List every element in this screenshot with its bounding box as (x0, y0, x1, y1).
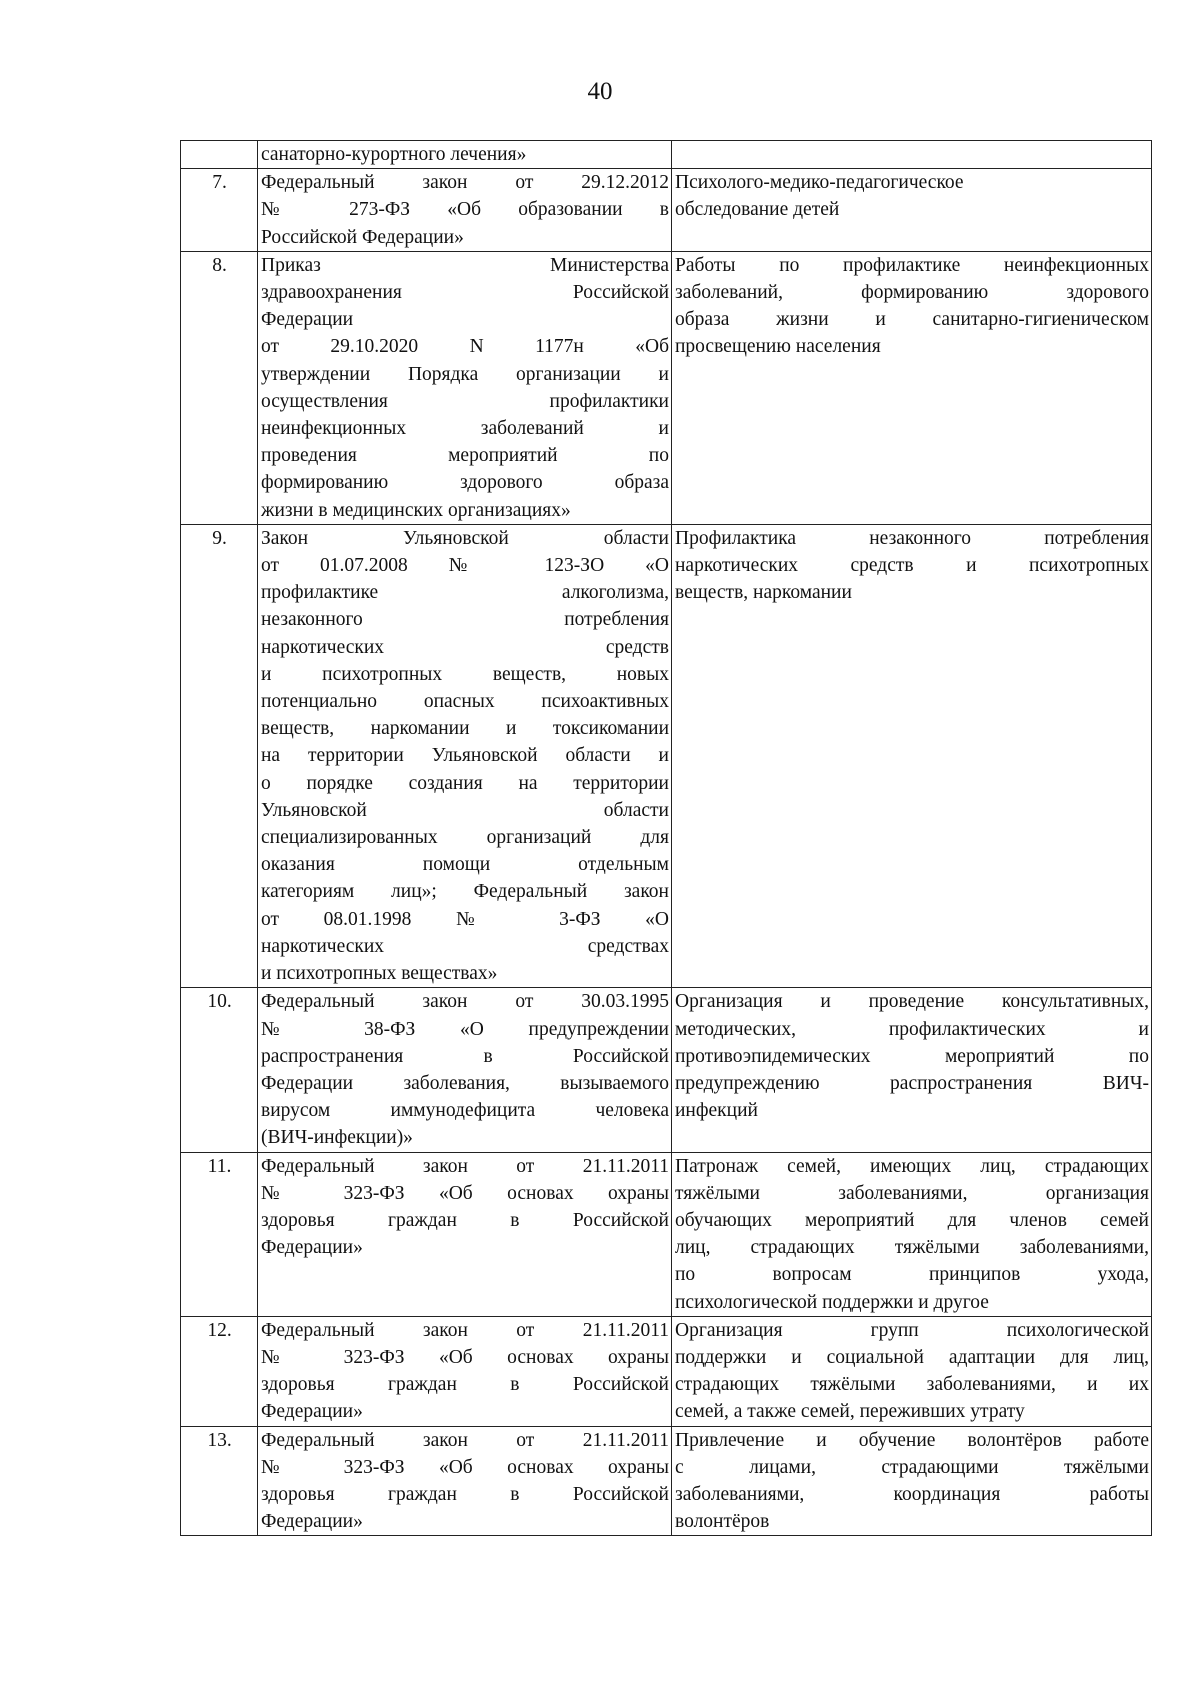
legal-act-cell-line: Федерации» (261, 1511, 363, 1533)
legal-act-cell-line: Приказ Министерства (261, 254, 669, 276)
legal-act-cell-line: проведения мероприятий по (261, 445, 669, 467)
activity-cell-line: заболеваний, формированию здорового (675, 282, 1149, 304)
legal-act-cell-line: и психотропных веществ, новых (261, 663, 669, 685)
legal-act-cell-line: специализированных организаций для (261, 827, 669, 849)
activity-cell-line: наркотических средств и психотропных (675, 555, 1149, 577)
activity-cell-line: инфекций (675, 1100, 758, 1122)
page-number: 40 (587, 78, 613, 105)
activity-cell-line: обучающих мероприятий для членов семей (675, 1209, 1149, 1231)
legal-act-cell-line: Федеральный закон от 21.11.2011 (261, 1319, 669, 1341)
activity-cell-line: психологической поддержки и другое (675, 1291, 989, 1313)
activity-cell (672, 251, 1152, 524)
activity-cell-line: предупреждению распространения ВИЧ- (675, 1072, 1149, 1094)
activity-cell-line: Профилактика незаконного потребления (675, 527, 1149, 549)
legal-act-cell-line: от 29.10.2020 N 1177н «Об (261, 336, 669, 358)
row-number: 12. (181, 1316, 258, 1426)
activity-cell-line: обследование детей (675, 199, 840, 221)
legal-act-cell-line: № 323-ФЗ «Об основах охраны (261, 1182, 669, 1204)
legal-act-cell-line: от 01.07.2008 № 123-ЗО «О (261, 555, 669, 577)
activity-cell (672, 169, 1152, 252)
legal-act-cell-line: формированию здорового образа (261, 472, 669, 494)
activity-cell-line: тяжёлыми заболеваниями, организация (675, 1182, 1149, 1204)
legal-act-cell-line: Федерации» (261, 1237, 363, 1259)
legal-act-cell-line: Российской Федерации» (261, 226, 464, 248)
activity-cell-line: Патронаж семей, имеющих лиц, страдающих (675, 1155, 1149, 1177)
legal-act-cell-line: веществ, наркомании и токсикомании (261, 718, 669, 740)
activity-cell-line: Психолого-медико-педагогическое (675, 172, 964, 194)
legal-act-cell-line: оказания помощи отдельным (261, 854, 669, 876)
activity-cell (672, 1316, 1152, 1426)
legal-act-cell-line: Ульяновской области (261, 799, 669, 821)
legal-act-cell (258, 251, 672, 524)
activity-cell-line: с лицами, страдающими тяжёлыми (675, 1456, 1149, 1478)
activity-cell-line: волонтёров (675, 1511, 770, 1533)
legal-act-cell-line: жизни в медицинских организациях» (261, 499, 571, 521)
legal-act-cell-line: утверждении Порядка организации и (261, 363, 669, 385)
legal-act-cell-line: Федеральный закон от 21.11.2011 (261, 1429, 669, 1451)
legal-act-cell-line: здоровья граждан в Российской (261, 1209, 669, 1231)
table-row (181, 988, 1152, 1152)
activity-cell-line: семей, а также семей, переживших утрату (675, 1401, 1025, 1423)
legal-act-cell-line: здоровья граждан в Российской (261, 1483, 669, 1505)
legal-act-cell-line: Федеральный закон от 21.11.2011 (261, 1155, 669, 1177)
table-body (181, 141, 1152, 1536)
legal-act-cell-line: № 323-ФЗ «Об основах охраны (261, 1456, 669, 1478)
measures-table (180, 140, 1152, 1536)
activity-cell (672, 1426, 1152, 1536)
legal-act-cell-line: здравоохранения Российской (261, 282, 669, 304)
legal-act-cell-line: категориям лиц»; Федеральный закон (261, 881, 669, 903)
activity-cell-line: заболеваниями, координация работы (675, 1483, 1149, 1505)
row-number: 8. (181, 251, 258, 524)
activity-cell-line: Привлечение и обучение волонтёров работе (675, 1429, 1149, 1451)
legal-act-cell-line: (ВИЧ-инфекции)» (261, 1127, 413, 1149)
activity-cell-line: методических, профилактических и (675, 1018, 1149, 1040)
legal-act-cell-line: санаторно-курортного лечения» (261, 144, 527, 165)
activity-cell (672, 1152, 1152, 1316)
legal-act-cell-line: Федерации заболевания, вызываемого (261, 1072, 669, 1094)
legal-act-cell-line: потенциально опасных психоактивных (261, 691, 669, 713)
row-number: 9. (181, 524, 258, 987)
legal-act-cell-line: незаконного потребления (261, 609, 669, 631)
legal-act-cell (258, 141, 672, 169)
table-row (181, 141, 1152, 169)
legal-act-cell (258, 1152, 672, 1316)
legal-act-cell-line: на территории Ульяновской области и (261, 745, 669, 767)
legal-act-cell-line: профилактике алкоголизма, (261, 582, 669, 604)
row-number: 10. (181, 988, 258, 1152)
row-number: 7. (181, 169, 258, 252)
activity-cell-line: Организация групп психологической (675, 1319, 1149, 1341)
table-row (181, 169, 1152, 252)
activity-cell (672, 988, 1152, 1152)
activity-cell-line: веществ, наркомании (675, 582, 852, 604)
row-number (181, 141, 258, 169)
legal-act-cell-line: № 273-ФЗ «Об образовании в (261, 199, 669, 221)
legal-act-cell-line: № 38-ФЗ «О предупреждении (261, 1018, 669, 1040)
legal-act-cell-line: осуществления профилактики (261, 390, 669, 412)
legal-act-cell-line: Федеральный закон от 29.12.2012 (261, 172, 669, 194)
legal-act-cell-line: Федерации» (261, 1401, 363, 1423)
legal-act-cell-line: распространения в Российской (261, 1045, 669, 1067)
legal-act-cell-line: о порядке создания на территории (261, 772, 669, 794)
legal-act-cell-line: неинфекционных заболеваний и (261, 418, 669, 440)
legal-act-cell-line: наркотических средств (261, 636, 669, 658)
activity-cell-line: Организация и проведение консультативных, (675, 991, 1149, 1013)
legal-act-cell (258, 169, 672, 252)
activity-cell (672, 141, 1152, 169)
legal-act-cell-line: наркотических средствах (261, 935, 669, 957)
activity-cell-line: образа жизни и санитарно-гигиеническом (675, 309, 1149, 331)
legal-act-cell-line: Закон Ульяновской области (261, 527, 669, 549)
table-row (181, 1316, 1152, 1426)
activity-cell-line: противоэпидемических мероприятий по (675, 1045, 1149, 1067)
activity-cell (672, 524, 1152, 987)
table-row (181, 524, 1152, 987)
legal-act-cell-line: Федеральный закон от 30.03.1995 (261, 991, 669, 1013)
legal-act-cell-line: вирусом иммунодефицита человека (261, 1100, 669, 1122)
table-row (181, 1152, 1152, 1316)
table-row (181, 251, 1152, 524)
legal-act-cell (258, 988, 672, 1152)
activity-cell-line: по вопросам принципов ухода, (675, 1264, 1149, 1286)
activity-cell-line: Работы по профилактике неинфекционных (675, 254, 1149, 276)
row-number: 11. (181, 1152, 258, 1316)
table-row (181, 1426, 1152, 1536)
legal-act-cell-line: и психотропных веществах» (261, 963, 498, 985)
legal-act-cell-line: Федерации (261, 309, 354, 331)
activity-cell-line: лиц, страдающих тяжёлыми заболеваниями, (675, 1237, 1149, 1259)
activity-cell-line: просвещению населения (675, 336, 881, 358)
legal-act-cell-line: здоровья граждан в Российской (261, 1374, 669, 1396)
legal-act-cell-line: № 323-ФЗ «Об основах охраны (261, 1346, 669, 1368)
legal-act-cell (258, 524, 672, 987)
legal-act-cell (258, 1316, 672, 1426)
activity-cell-line: поддержки и социальной адаптации для лиц, (675, 1346, 1149, 1368)
activity-cell-line: страдающих тяжёлыми заболеваниями, и их (675, 1374, 1149, 1396)
legal-act-cell-line: от 08.01.1998 № 3-ФЗ «О (261, 908, 669, 930)
row-number: 13. (181, 1426, 258, 1536)
legal-act-cell (258, 1426, 672, 1536)
